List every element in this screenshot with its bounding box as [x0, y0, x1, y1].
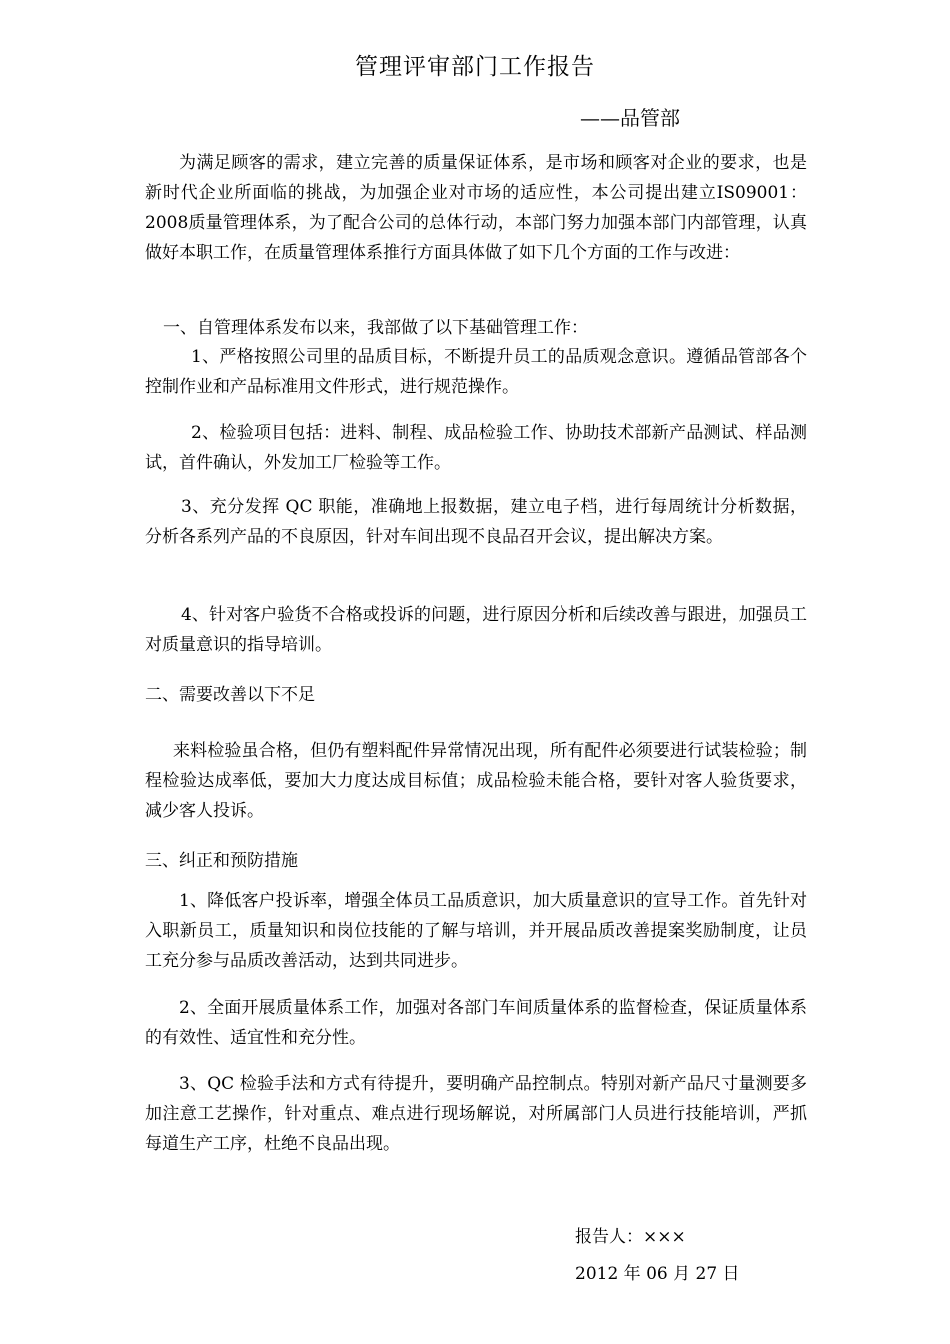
- page-title: 管理评审部门工作报告: [355, 54, 595, 80]
- section3-item-2: 2、全面开展质量体系工作，加强对各部门车间质量体系的监督检查，保证质量体系的有效性、适宜性和充分性。: [145, 998, 807, 1048]
- section1-heading: 一、自管理体系发布以来，我部做了以下基础管理工作：: [163, 318, 588, 338]
- report-date: 2012 年 06 月 27 日: [575, 1264, 740, 1284]
- section2-body: 来料检验虽合格，但仍有塑料配件异常情况出现，所有配件必须要进行试装检验；制程检验达成率低，要加大力度达成目标值；成品检验未能合格，要针对客人验货要求，减少客人投诉。: [145, 741, 807, 821]
- reporter-label: 报告人：×××: [575, 1227, 686, 1247]
- department-label: ——品管部: [580, 106, 680, 130]
- intro-paragraph: 为满足顾客的需求，建立完善的质量保证体系，是市场和顾客对企业的要求，也是新时代企业所面临的挑战，为加强企业对市场的适应性，本公司提出建立IS09001：2008质量管理体系，为了配合公司的总体行动，本部门努力加强本部门内部管理，认真做好本职工作，在质量管理体系推行方面具体做了如下几个方面的工作与改进：: [145, 153, 807, 263]
- section1-item-3: 3、充分发挥 QC 职能，准确地上报数据，建立电子档，进行每周统计分析数据，分析各系列产品的不良原因，针对车间出现不良品召开会议，提出解决方案。: [145, 497, 807, 547]
- section2-heading: 二、需要改善以下不足: [145, 685, 315, 705]
- section3-heading: 三、纠正和预防措施: [145, 851, 298, 871]
- section1-item-4: 4、针对客户验货不合格或投诉的问题，进行原因分析和后续改善与跟进，加强员工对质量意识的指导培训。: [145, 605, 807, 655]
- section1-item-1: 1、严格按照公司里的品质目标，不断提升员工的品质观念意识。遵循品管部各个控制作业和产品标准用文件形式，进行规范操作。: [145, 347, 807, 397]
- section3-item-1: 1、降低客户投诉率，增强全体员工品质意识，加大质量意识的宣导工作。首先针对入职新员工，质量知识和岗位技能的了解与培训，并开展品质改善提案奖励制度，让员工充分参与品质改善活动，达到共同进步。: [145, 891, 807, 971]
- section1-item-2: 2、检验项目包括：进料、制程、成品检验工作、协助技术部新产品测试、样品测试，首件确认，外发加工厂检验等工作。: [145, 423, 807, 473]
- section3-item-3: 3、QC 检验手法和方式有待提升，要明确产品控制点。特别对新产品尺寸量测要多加注意工艺操作，针对重点、难点进行现场解说，对所属部门人员进行技能培训，严抓每道生产工序，杜绝不良品出现。: [145, 1074, 807, 1154]
